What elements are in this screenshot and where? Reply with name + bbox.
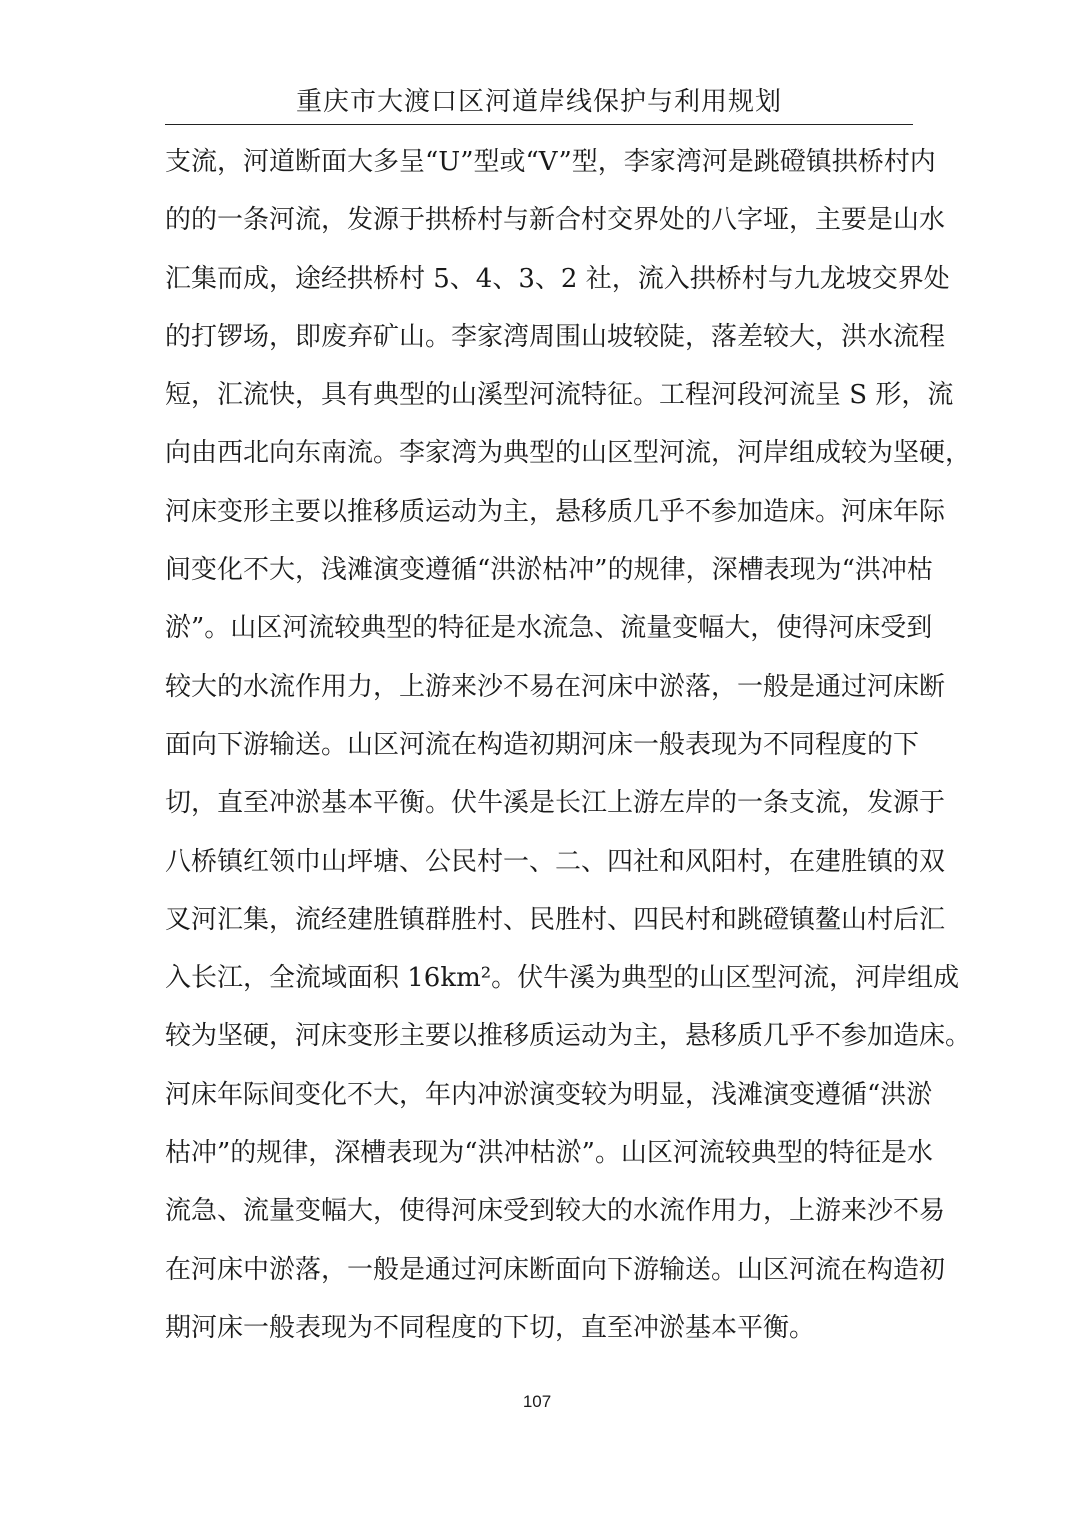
body-paragraph	[165, 133, 972, 1357]
text-line: 切，直至冲淤基本平衡。伏牛溪是长江上游左岸的一条支流，发源于	[165, 788, 946, 819]
text-line: 入长江，全流域面积 16km²。伏牛溪为典型的山区型河流，河岸组成	[165, 963, 960, 994]
text-line: 叉河汇集，流经建胜镇群胜村、民胜村、四民村和跳磴镇鳌山村后汇	[165, 904, 946, 935]
text-line: 期河床一般表现为不同程度的下切，直至冲淤基本平衡。	[165, 1312, 816, 1343]
text-line: 的打锣场，即废弃矿山。李家湾周围山坡较陡，落差较大，洪水流程	[165, 321, 946, 352]
text-line: 淤”。山区河流较典型的特征是水流急、流量变幅大，使得河床受到	[165, 613, 933, 644]
text-line: 河床年际间变化不大，年内冲淤演变较为明显，浅滩演变遵循“洪淤	[165, 1079, 933, 1110]
text-line: 向由西北向东南流。李家湾为典型的山区型河流，河岸组成较为坚硬，	[165, 438, 972, 469]
text-line: 面向下游输送。山区河流在构造初期河床一般表现为不同程度的下	[165, 729, 920, 760]
text-line: 八桥镇红领巾山坪塘、公民村一、二、四社和风阳村，在建胜镇的双	[165, 846, 946, 877]
text-line: 支流，河道断面大多呈“U”型或“V”型，李家湾河是跳磴镇拱桥村内	[165, 147, 936, 177]
page-header-title: 重庆市大渡口区河道岸线保护与利用规划	[295, 87, 782, 117]
text-line: 流急、流量变幅大，使得河床受到较大的水流作用力，上游来沙不易	[165, 1196, 946, 1227]
text-line: 汇集而成，途经拱桥村 5、4、3、2 社，流入拱桥村与九龙坡交界处	[165, 263, 950, 294]
text-line: 短，汇流快，具有典型的山溪型河流特征。工程河段河流呈 S 形，流	[165, 380, 954, 411]
text-line: 枯冲”的规律，深槽表现为“洪冲枯淤”。山区河流较典型的特征是水	[165, 1138, 933, 1169]
text-line: 较为坚硬，河床变形主要以推移质运动为主，悬移质几乎不参加造床。	[165, 1021, 972, 1052]
page-number: 107	[522, 1392, 552, 1411]
text-line: 在河床中淤落，一般是通过河床断面向下游输送。山区河流在构造初	[165, 1254, 946, 1285]
text-line: 的的一条河流，发源于拱桥村与新合村交界处的八字垭，主要是山水	[165, 205, 946, 236]
text-line: 较大的水流作用力，上游来沙不易在河床中淤落，一般是通过河床断	[165, 671, 946, 702]
text-line: 河床变形主要以推移质运动为主，悬移质几乎不参加造床。河床年际	[165, 496, 946, 527]
header-divider	[165, 124, 913, 125]
text-line: 间变化不大，浅滩演变遵循“洪淤枯冲”的规律，深槽表现为“洪冲枯	[165, 555, 933, 586]
